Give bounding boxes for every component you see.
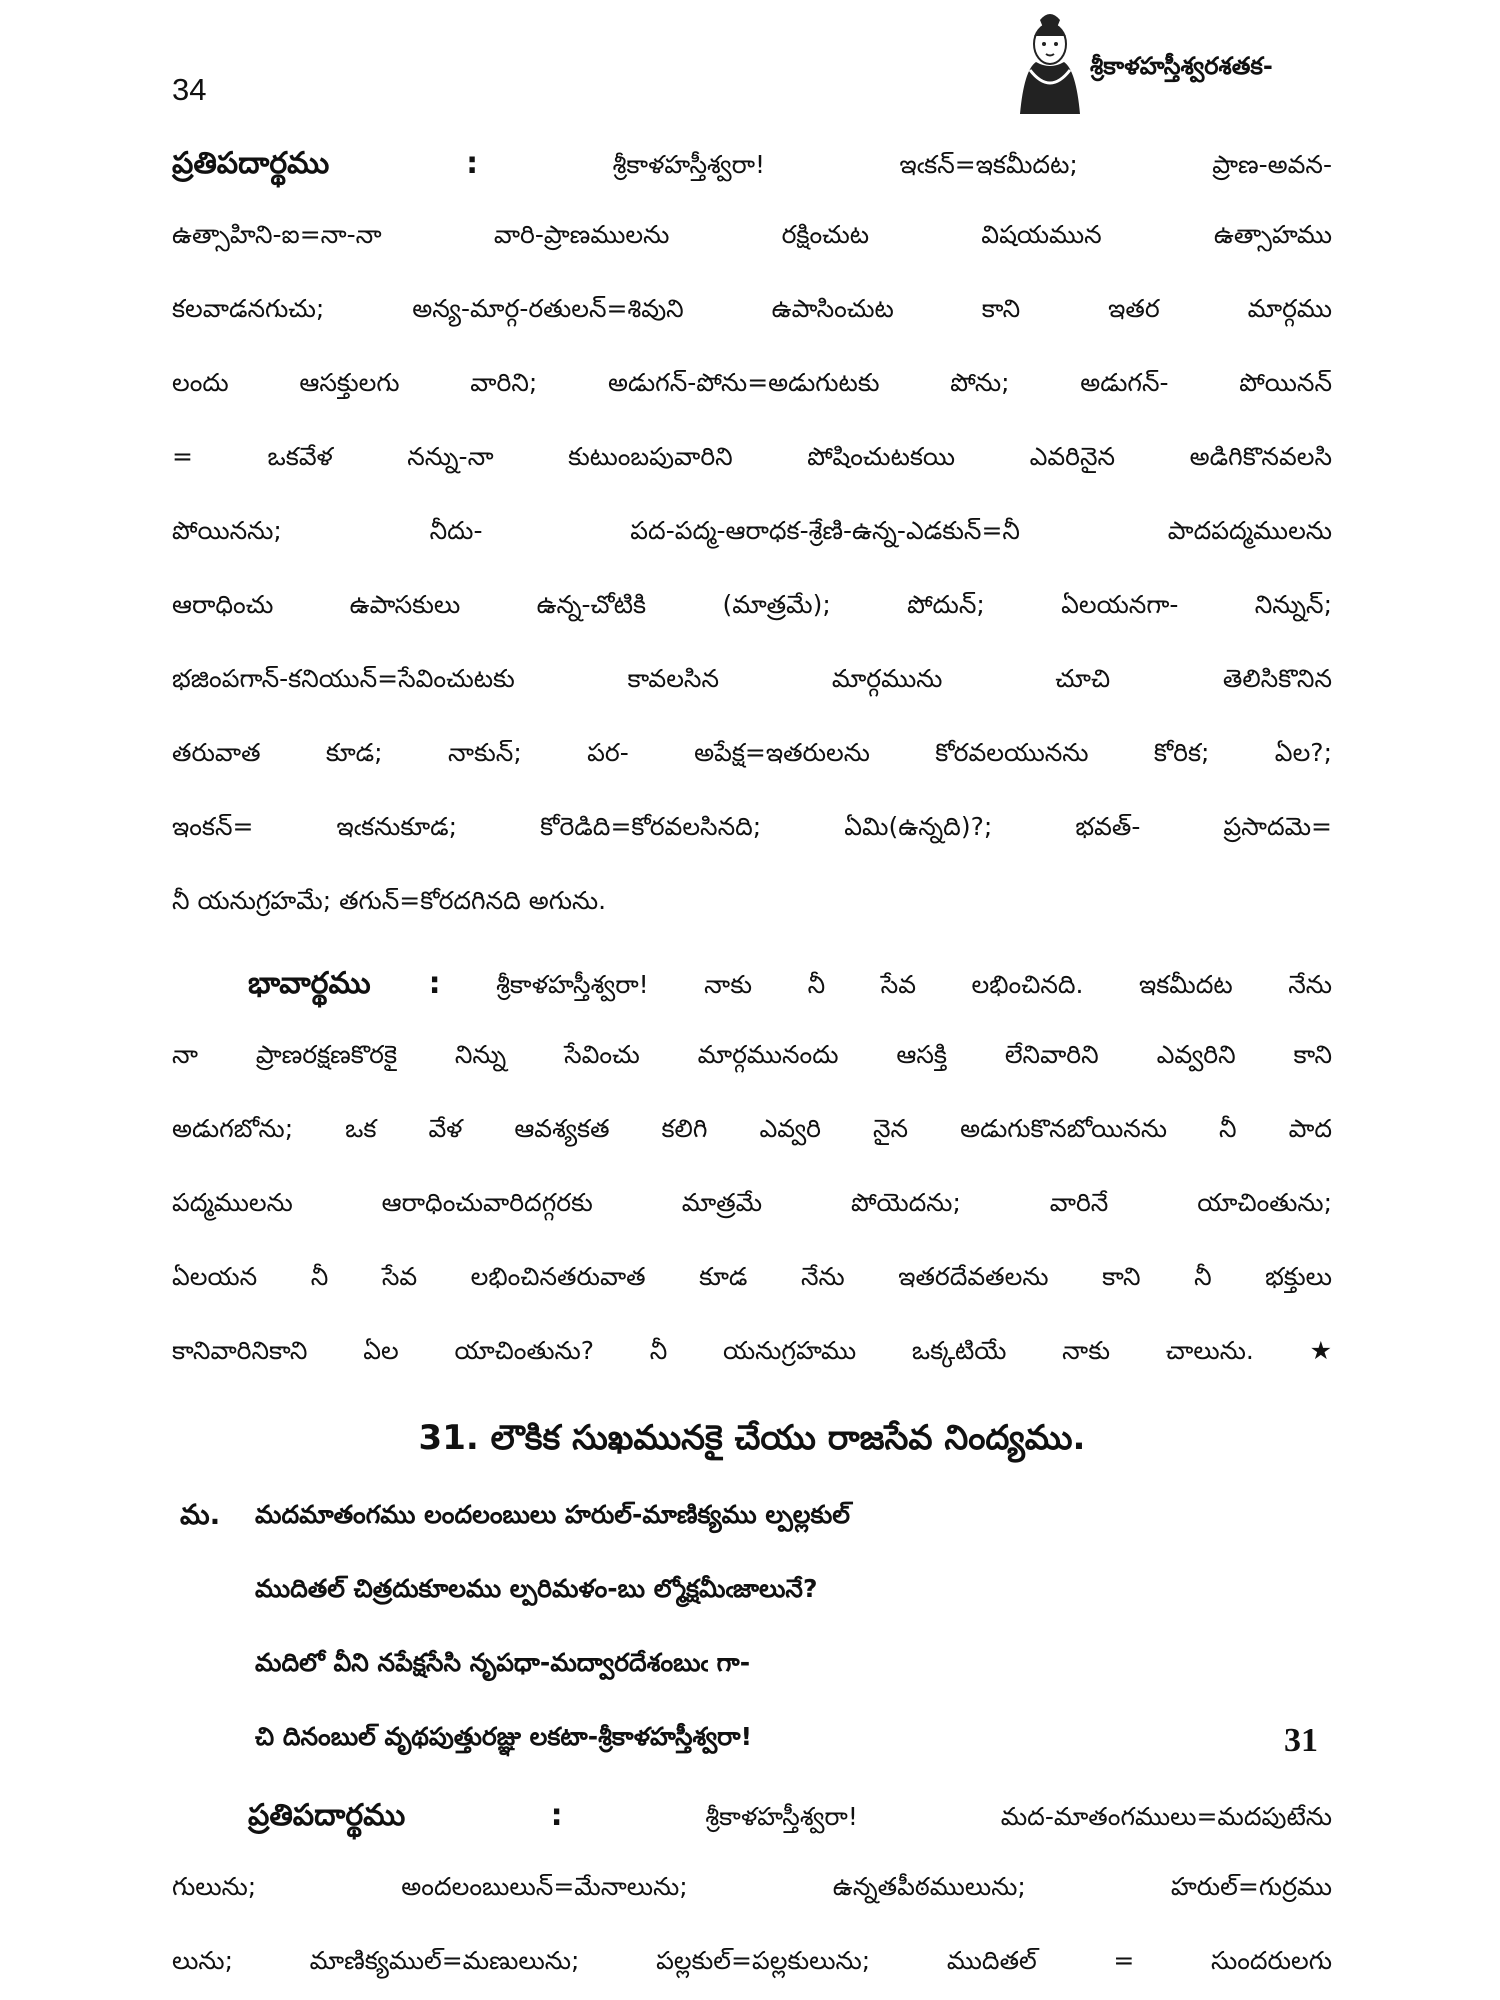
text-line: ఉత్సాహిని-ఐ=నా-నా వారి-ప్రాణములను రక్షించుట విషయమున ఉత్సాహము (172, 220, 1332, 249)
verse-line: మదిలో వీని నపేక్షసేసి నృపధా-మద్వారదేశంబుఁ గా- (255, 1648, 751, 1677)
text-line: కానివారినికాని ఏల యాచింతును? నీ యనుగ్రహము ఒక్కటియే నాకు చాలును. ★ (172, 1336, 1332, 1365)
shiva-portrait-icon (1010, 10, 1090, 118)
running-title: శ్రీకాళహస్తీశ్వరశతక- (1090, 52, 1273, 80)
text-line: లందు ఆసక్తులగు వారిని; అడుగన్-పోను=అడుగుటకు పోను; అడుగన్- పోయినన్ (172, 368, 1332, 397)
text-line: నీ యనుగ్రహమే; తగున్=కోరదగినది అగును. (172, 886, 607, 915)
section2-text: శ్రీకాళహస్తీశ్వరా! నాకు నీ సేవ లభించినది. ఇకమీదట నేను (496, 970, 1332, 999)
section2-line-1 (248, 966, 1332, 1002)
text-line: ఇంకన్= ఇఁకనుకూడ; కోరెడిది=కోరవలసినది; ఏమి(ఉన్నది)?; భవత్- ప్రసాదమె= (172, 812, 1332, 841)
section1-text: శ్రీకాళహస్తీశ్వరా! ఇఁకన్=ఇకమీదట; ప్రాణ-అవన- (612, 150, 1333, 179)
text-line: లును; మాణిక్యముల్=మణులును; పల్లకుల్=పల్లకులును; ముదితల్ = సుందరులగు (172, 1946, 1332, 1975)
section3-text: శ్రీకాళహస్తీశ్వరా! మద-మాతంగములు=మదపుటేను (705, 1802, 1332, 1831)
text-line: ఆరాధించు ఉపాసకులు ఉన్న-చోటికి (మాత్రమే); పోదున్; ఏలయనగా- నిన్నున్; (172, 590, 1332, 619)
text-line: అడుగబోను; ఒక వేళ ఆవశ్యకత కలిగి ఎవ్వరి నైన అడుగుకొనబోయినను నీ పాద (172, 1114, 1332, 1143)
page-number: 34 (172, 72, 207, 107)
verse-line: మదమాతంగము లందలంబులు హరుల్-మాణిక్యము ల్పల్లకుల్ (255, 1500, 850, 1529)
text-line: = ఒకవేళ నన్ను-నా కుటుంబపువారిని పోషించుటకయి ఎవరినైన అడిగికొనవలసి (172, 442, 1332, 471)
verse-line: చి దినంబుల్ వృథపుత్తురజ్ఞు లకటా-శ్రీకాళహస్తీశ్వరా! (255, 1722, 752, 1751)
verse-number: 31 (1284, 1722, 1318, 1759)
text-line: నా ప్రాణరక్షణకొరకై నిన్ను సేవించు మార్గమునందు ఆసక్తి లేనివారిని ఎవ్వరిని కాని (172, 1040, 1332, 1069)
text-line: పద్మములను ఆరాధించువారిదగ్గరకు మాత్రమే పోయెదను; వారినే యాచింతును; (172, 1188, 1332, 1217)
section1-lead: ప్రతిపదార్థము : (172, 146, 479, 181)
text-line: తరువాత కూడ; నాకున్; పర- అపేక్ష=ఇతరులను కోరవలయునను కోరిక; ఏల?; (172, 738, 1332, 767)
text-line: పోయినను; నీదు- పద-పద్మ-ఆరాధక-శ్రేణి-ఉన్న-ఎడకున్=నీ పాదపద్మములను (172, 516, 1332, 545)
section3-line-1 (248, 1798, 1332, 1834)
text-line: ఏలయన నీ సేవ లభించినతరువాత కూడ నేను ఇతరదేవతలను కాని నీ భక్తులు (172, 1262, 1332, 1291)
verse-meter-marker: మ. (180, 1498, 221, 1531)
section3-lead: ప్రతిపదార్థము : (248, 1798, 563, 1833)
section1-line-1 (172, 146, 1332, 182)
section2-lead: భావార్థము : (248, 966, 441, 1001)
text-line: గులును; అందలంబులున్=మేనాలును; ఉన్నతపీఠములును; హరుల్=గుర్రము (172, 1872, 1332, 1901)
text-line: భజింపగాన్-కనియున్=సేవించుటకు కావలసిన మార్గమును చూచి తెలిసికొనిన (172, 664, 1332, 693)
verse-heading: 31. లౌకిక సుఖమునకై చేయు రాజసేవ నింద్యము. (418, 1418, 1086, 1458)
verse-line: ముదితల్ చిత్రదుకూలము ల్పరిమళం-బు ల్మోక్షమీఁజాలునే? (255, 1574, 818, 1603)
text-line: కలవాడనగుచు; అన్య-మార్గ-రతులన్=శివుని ఉపాసించుట కాని ఇతర మార్గము (172, 294, 1332, 323)
